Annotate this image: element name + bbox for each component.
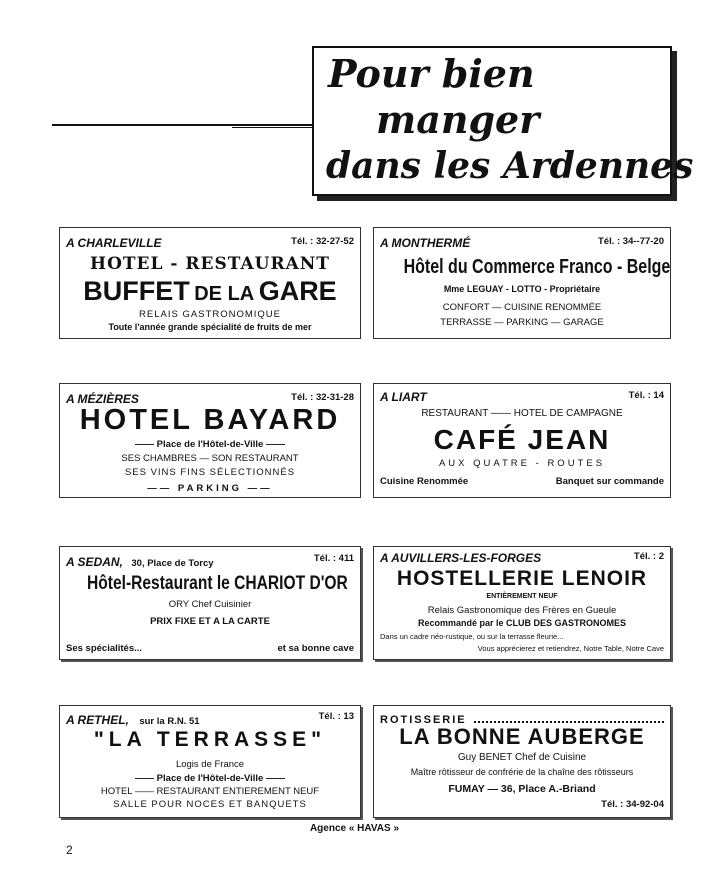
ad-rethel [59, 705, 361, 818]
ad-mezieres [59, 383, 361, 498]
ad-tel: Tél. : 411 [313, 553, 354, 564]
ad-address: 30, Place de Torcy [131, 558, 214, 569]
ad-city: A RETHEL, [66, 713, 129, 727]
title-box [312, 46, 694, 196]
ad-auvillers [373, 546, 671, 660]
ad-line-4b: et sa bonne cave [277, 643, 354, 654]
ad-city: A AUVILLERS-LES-FORGES [380, 551, 542, 565]
title-line-3: dans les Ardennes [326, 145, 694, 187]
ad-line-3: Maître rôtisseur de confrérie de la chaîne des rôtisseurs [410, 767, 634, 777]
ad-line-3: PRIX FIXE ET A LA CARTE [150, 616, 270, 627]
ad-line-2: ORY Chef Cuisinier [168, 599, 252, 610]
page-number: 2 [66, 843, 73, 857]
title-rule-left [52, 124, 312, 126]
ad-line-4: Toute l'année grande spécialité de fruits de mer [108, 322, 312, 332]
ad-city: A MONTHERMÉ [380, 236, 471, 250]
ad-line-4: FUMAY — 36, Place A.-Briand [448, 783, 596, 795]
ad-line-1: "LA TERRASSE" [93, 728, 327, 751]
ad-tel: Tél. : 32-27-52 [291, 236, 354, 247]
ad-city: A SEDAN, [66, 555, 123, 569]
ad-line-4b: Banquet sur commande [555, 476, 664, 487]
ad-city-line [66, 711, 200, 729]
ad-charleville [59, 227, 361, 339]
title-rule-left-2 [232, 127, 312, 128]
ad-line-1: HOSTELLERIE LENOIR [396, 567, 648, 590]
ad-line-3: RELAIS GASTRONOMIQUE [139, 309, 281, 320]
ad-line-3: AUX QUATRE - ROUTES [438, 458, 606, 469]
ad-city: A MÉZIÈRES [66, 392, 139, 406]
ad-line-1: HOTEL - RESTAURANT [90, 254, 330, 274]
agency-credit: Agence « HAVAS » [309, 823, 400, 834]
ad-line-6: Vous apprécierez et retiendrez, Notre Table, Notre Cave [477, 644, 664, 653]
ad-line-5: SALLE POUR NOCES ET BANQUETS [113, 799, 307, 810]
ad-line-4: Recommandé par le CLUB DES GASTRONOMES [417, 618, 627, 628]
ad-line-1: RESTAURANT —— HOTEL DE CAMPAGNE [421, 408, 623, 419]
ad-line-5: Dans un cadre néo-rustique, ou sur la terrasse fleurie... [380, 632, 564, 641]
ad-tel: Tél. : 34-92-04 [601, 799, 664, 810]
ad-line-4: HOTEL —— RESTAURANT ENTIEREMENT NEUF [100, 786, 320, 797]
ad-address: sur la R.N. 51 [139, 716, 200, 727]
headline-word-1: BUFFET [83, 276, 190, 306]
ad-line-4a: Cuisine Renommée [380, 476, 469, 487]
ad-city: A CHARLEVILLE [66, 236, 162, 250]
ad-line-4: SES VINS FINS SÉLECTIONNÉS [124, 467, 296, 478]
ad-line-1: Hôtel-Restaurant le CHARIOT D'OR [87, 573, 348, 594]
headline-word-2: DE LA [194, 283, 255, 305]
headline-word-3: GARE [258, 276, 337, 306]
ad-headline [60, 276, 360, 307]
dotted-leader [474, 721, 664, 723]
ad-liart [373, 383, 671, 498]
ad-line-2: Logis de France [175, 759, 245, 770]
ad-tel: Tél. : 34--77-20 [598, 236, 664, 247]
ad-line-2: Guy BENET Chef de Cuisine [457, 752, 587, 763]
title-line-2: manger [376, 97, 540, 142]
ad-line-5: —— PARKING —— [147, 483, 273, 494]
ad-line-4: TERRASSE — PARKING — GARAGE [440, 317, 604, 328]
ad-city-line [66, 553, 214, 571]
ad-line-2: ENTIÈREMENT NEUF [486, 593, 558, 600]
ad-line-4a: Ses spécialités... [66, 643, 143, 654]
ad-sedan [59, 546, 361, 660]
ad-tel: Tél. : 2 [633, 551, 664, 562]
ad-city: A LIART [380, 390, 427, 404]
ad-line-3: —— Place de l'Hôtel-de-Ville —— [135, 773, 285, 784]
ad-fumay [373, 705, 671, 818]
ad-line-3: CONFORT — CUISINE RENOMMÉE [442, 302, 602, 313]
ad-line-2: —— Place de l'Hôtel-de-Ville —— [135, 439, 285, 450]
ad-montherme [373, 227, 671, 339]
ad-line-2: CAFÉ JEAN [433, 424, 611, 455]
ad-tel: Tél. : 32-31-28 [291, 392, 354, 403]
ad-line-1: LA BONNE AUBERGE [399, 724, 645, 749]
ad-line-2: Mme LEGUAY - LOTTO - Propriétaire [443, 284, 601, 294]
ad-line-1: HOTEL BAYARD [79, 404, 341, 436]
ad-line-3: SES CHAMBRES — SON RESTAURANT [121, 453, 299, 464]
ad-city: ROTISSERIE [380, 714, 467, 726]
ad-tel: Tél. : 13 [318, 711, 354, 722]
title-line-1: Pour bien [328, 51, 535, 96]
ad-line-3: Relais Gastronomique des Frères en Gueule [427, 605, 617, 616]
ad-tel: Tél. : 14 [628, 390, 664, 401]
ad-line-1: Hôtel du Commerce Franco - Belge [403, 256, 671, 278]
